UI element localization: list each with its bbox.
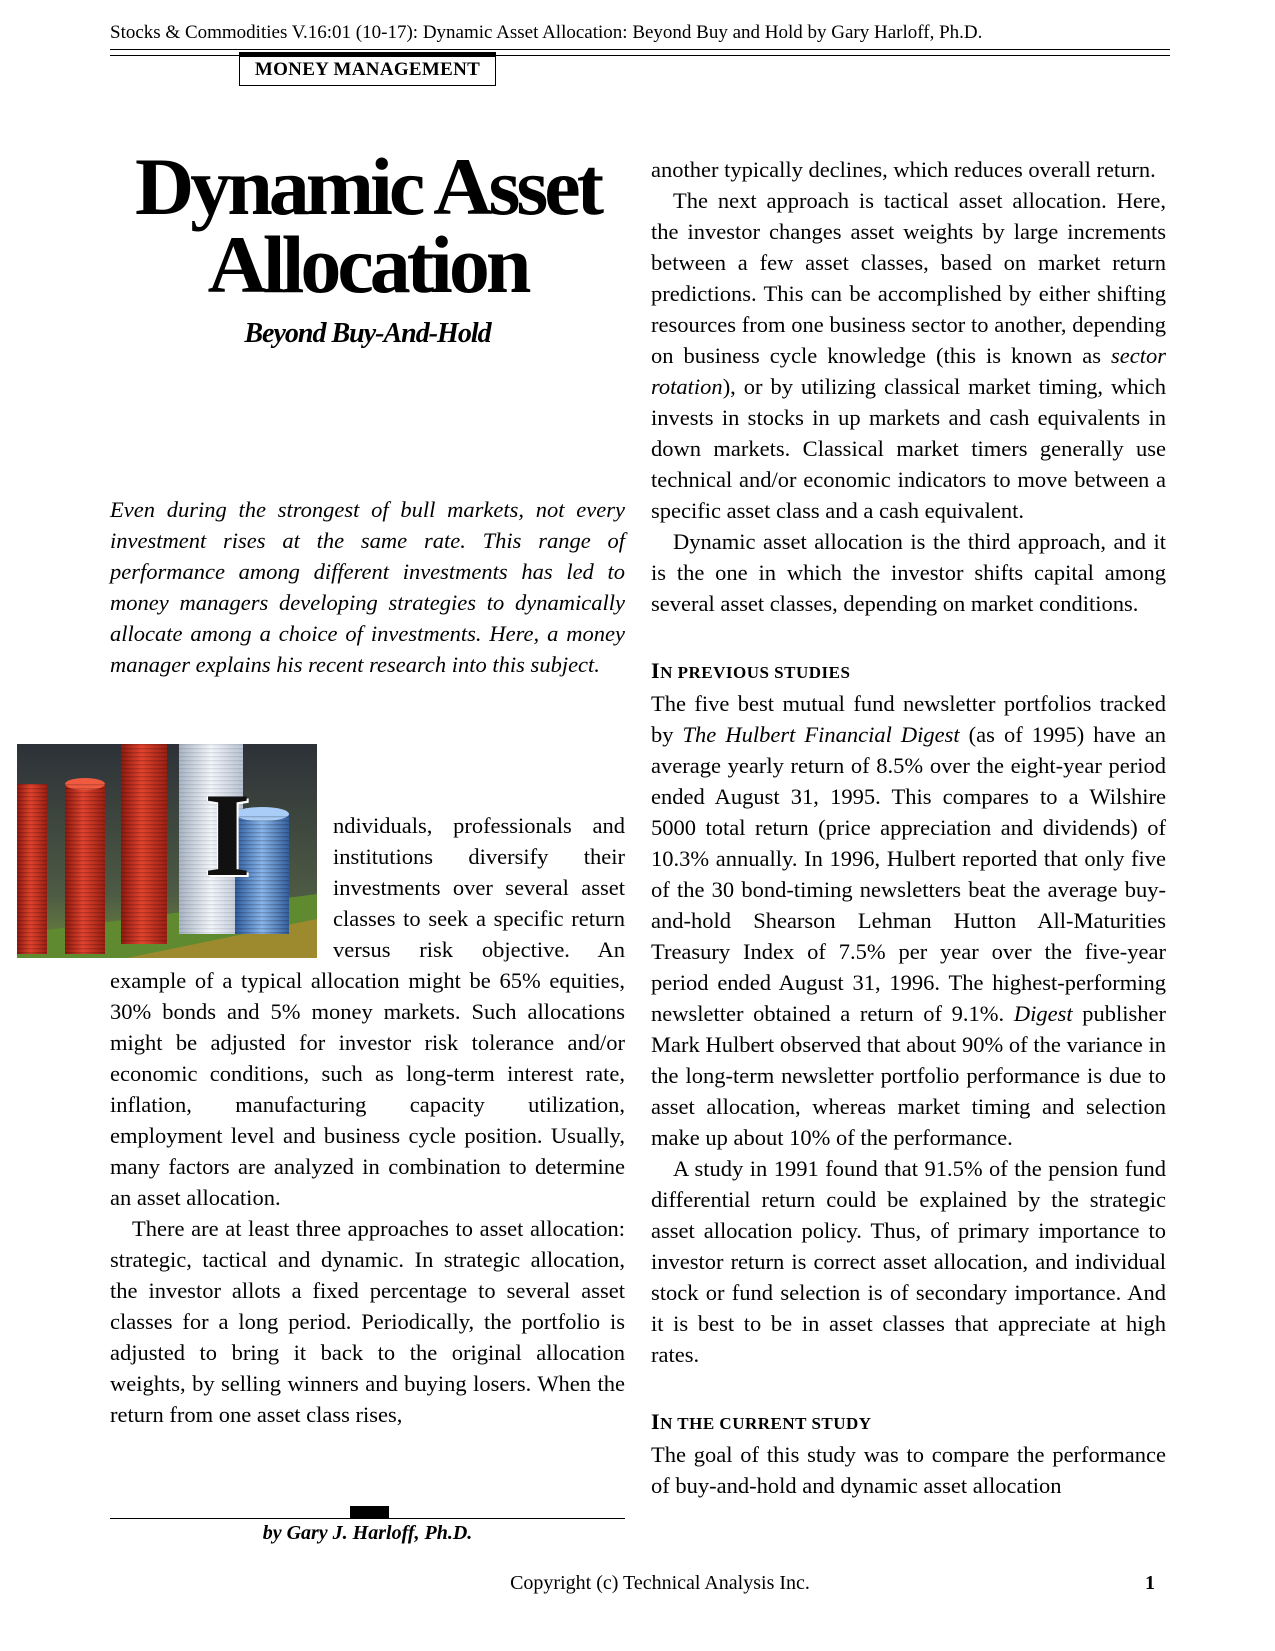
publication-title: The Hulbert Financial Digest [682,722,960,747]
bar-cylinders-illustration [17,744,317,958]
body-paragraph-intro: ndividuals, professionals and institutions diversify their investments over several asset classes to seek a specific return versus risk objective. An example of a typical allocation might be 65% equities, 30% bonds and 5% money markets. Such allocations might be adjusted for investor risk tolerance and/or economic conditions, such as long-term interest rate, inflation, manufacturing capacity utilization, employment level and business cycle position. Usually, many factors are analyzed in combination to determine an asset allocation. [110,813,625,1210]
header-rule [110,49,1170,50]
byline: by Gary J. Harloff, Ph.D. [262,1522,473,1544]
byline-rule [110,1518,625,1519]
article-title [105,141,630,310]
copyright-footer: Copyright (c) Technical Analysis Inc. [510,1572,810,1594]
title-line-1: Dynamic Asset [134,141,601,232]
article-subtitle: Beyond Buy-And-Hold [244,318,491,349]
body-paragraph-continued: another typically declines, which reduces overall return. [651,157,1156,182]
article-deck: Even during the strongest of bull markets, not every investment rises at the same rate. This range of performance among different investments has led to money managers developing strategies to dynamically allocate among a choice of investments. Here, a money manager explains his recent research into this subject. [110,497,625,677]
body-paragraph-dynamic: Dynamic asset allocation is the third approach, and it is the one in which the investor shifts capital among several asset classes, depending on market conditions. [651,529,1166,616]
chart-illustration [17,744,317,958]
left-column [110,768,625,1430]
byline-marker [350,1506,389,1518]
body-paragraph-approaches: There are at least three approaches to asset allocation: strategic, tactical and dynamic. In strategic allocation, the investor allots a fixed percentage to several asset classes for a long period. Periodically, the portfolio is adjusted to bring it back to the original allocation weights, by selling winners and buying losers. When the return from one asset class rises, [110,1216,625,1427]
right-column [651,154,1166,1501]
section-heading-current-study: IN THE CURRENT STUDY [651,1409,872,1434]
publication-short-title: Digest [1013,1001,1073,1026]
section-heading-previous-studies: IN PREVIOUS STUDIES [651,658,851,683]
running-head: Stocks & Commodities V.16:01 (10-17): Dynamic Asset Allocation: Beyond Buy and Hold by Gary Harloff, Ph.D. [110,22,983,43]
body-paragraph-tactical: The next approach is tactical asset allocation. Here, the investor changes asset weights by large increments between a few asset classes, based on market return predictions. This can be accomplished by either shifting resources from one business sector to another, depending on business cycle knowledge (this is known as sector rotation), or by utilizing classical market timing, which invests in stocks in up markets and cash equivalents in down markets. Classical market timers generally use technical and/or economic indicators to move between a specific asset class and a cash equivalent. [651,188,1166,523]
term-sector-rotation: sector rotation [651,343,1166,399]
title-line-2: Allocation [207,219,528,310]
drop-cap: I [204,768,251,901]
department-tab: MONEY MANAGEMENT [239,52,496,86]
body-paragraph-hulbert: The five best mutual fund newsletter portfolios tracked by The Hulbert Financial Digest (as of 1995) have an average yearly return of 8.5% over the eight-year period ended August 31, 1995. This compares to a Wilshire 5000 total return (price appreciation and dividends) of 10.3% annually. In 1996, Hulbert reported that only five of the 30 bond-timing newsletters beat the average buy-and-hold Shearson Lehman Hutton All-Maturities Treasury Index of 7.5% per year over the five-year period ended August 31, 1996. The highest-performing newsletter obtained a return of 9.1%. Digest publisher Mark Hulbert observed that about 90% of the variance in the long-term newsletter portfolio performance is due to asset allocation, whereas market timing and selection make up about 10% of the performance. [651,691,1167,1150]
page-number: 1 [1145,1572,1155,1594]
body-paragraph-goal: The goal of this study was to compare the performance of buy-and-hold and dynamic asset allocation [651,1442,1166,1498]
body-paragraph-pension-study: A study in 1991 found that 91.5% of the pension fund differential return could be explained by the strategic asset allocation policy. Thus, of primary importance to investor return is correct asset allocation, and individual stock or fund selection is of secondary importance. And it is best to be in asset classes that appreciate at high rates. [651,1156,1166,1367]
